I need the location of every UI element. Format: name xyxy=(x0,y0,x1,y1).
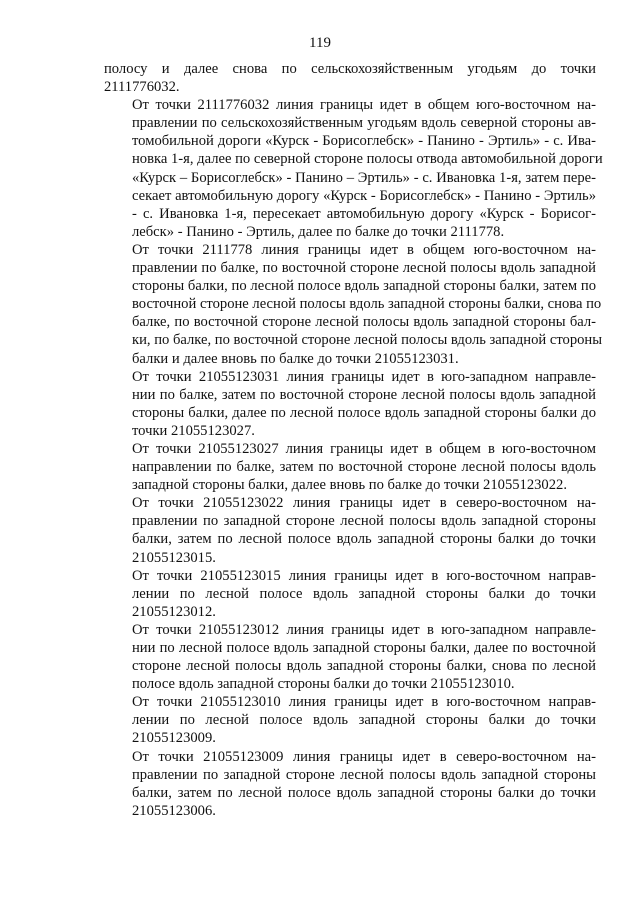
text-line: направлении по балке, затем по восточной стороне лесной полосы вдоль xyxy=(132,459,596,476)
text-line: «Курск – Борисоглебск» - Панино – Эртиль» - с. Ивановка 1-я, затем пере- xyxy=(132,169,596,186)
page-number: 119 xyxy=(309,35,331,51)
text-line: От точки 21055123012 линия границы идет в юго-западном направле- xyxy=(132,621,596,638)
text-line: стороны балки, по лесной полосе вдоль западной стороны балки, затем по xyxy=(132,278,596,295)
paragraph xyxy=(104,748,596,820)
text-line: правлении по западной стороне лесной полосы вдоль западной стороны xyxy=(132,766,596,783)
text-line: полосу и далее снова по сельскохозяйственным угодьям до точки xyxy=(104,61,596,77)
text-line: лении по лесной полосе вдоль западной стороны балки до точки xyxy=(132,712,596,729)
text-line: От точки 21055123027 линия границы идет в общем в юго-восточном xyxy=(132,440,596,457)
text-line: правлении по западной стороне лесной полосы вдоль западной стороны xyxy=(132,513,596,530)
text-line: От точки 2111778 линия границы идет в общем юго-восточном на- xyxy=(132,241,596,258)
paragraph xyxy=(104,494,596,566)
paragraph xyxy=(104,241,603,368)
paragraph xyxy=(104,96,603,241)
text-line: стороне лесной полосы вдоль западной стороны балки, снова по лесной xyxy=(132,658,596,675)
text-line: 2111776032. xyxy=(104,79,180,96)
text-line: 21055123012. xyxy=(132,603,216,620)
text-line: новка 1-я, далее по северной стороне полосы отвода автомобильной дороги xyxy=(132,151,603,168)
paragraph xyxy=(104,440,596,494)
text-line: - с. Ивановка 1-я, пересекает автомобильную дорогу «Курск - Борисог- xyxy=(132,205,596,222)
text-line: От точки 2111776032 линия границы идет в общем юго-восточном на- xyxy=(132,97,596,114)
text-line: точки 21055123027. xyxy=(132,422,255,439)
text-line: лебск» - Панино - Эртиль, далее по балке до точки 2111778. xyxy=(132,223,505,240)
text-line: правлении по сельскохозяйственным угодьям вдоль северной стороны ав- xyxy=(132,115,596,132)
text-line: ки, по балке, по восточной стороне лесной полосы вдоль западной стороны xyxy=(132,332,603,349)
paragraph xyxy=(104,693,596,747)
text-line: 21055123006. xyxy=(132,802,216,819)
text-line: западной стороны балки, далее вновь по балке до точки 21055123022. xyxy=(132,477,567,494)
text-line: От точки 21055123010 линия границы идет в юго-восточном направ- xyxy=(132,694,596,711)
text-line: балки, затем по лесной полосе вдоль западной стороны балки до точки xyxy=(132,531,596,548)
text-line: 21055123015. xyxy=(132,549,216,566)
paragraph xyxy=(104,621,596,693)
text-line: балки и далее вновь по балке до точки 21055123031. xyxy=(132,350,459,367)
text-line: 21055123009. xyxy=(132,730,216,747)
text-line: нии по лесной полосе вдоль западной стороны балки, далее по восточной xyxy=(132,640,596,656)
text-line: От точки 21055123031 линия границы идет в юго-западном направле- xyxy=(132,368,596,385)
text-line: томобильной дороги «Курск - Борисоглебск» - Панино - Эртиль» - с. Ива- xyxy=(132,133,596,150)
paragraph xyxy=(104,567,596,621)
text-line: полосе вдоль западной стороны балки до точки 21055123010. xyxy=(132,676,515,693)
text-line: От точки 21055123022 линия границы идет в северо-восточном на- xyxy=(132,495,596,512)
text-line: лении по лесной полосе вдоль западной стороны балки до точки xyxy=(132,585,596,602)
text-line: балке, по восточной стороне лесной полосы вдоль западной стороны бал- xyxy=(132,314,596,331)
text-line: правлении по балке, по восточной стороне лесной полосы вдоль западной xyxy=(132,260,596,277)
text-line: стороны балки, далее по лесной полосе вдоль западной стороны балки до xyxy=(132,404,596,421)
text-line: секает автомобильную дорогу «Курск - Борисоглебск» - Панино - Эртиль» xyxy=(132,187,596,204)
text-line: От точки 21055123015 линия границы идет в юго-восточном направ- xyxy=(132,567,596,584)
text-line: От точки 21055123009 линия границы идет в северо-восточном на- xyxy=(132,748,596,765)
paragraph xyxy=(104,368,596,440)
text-line: балки, затем по лесной полосе вдоль западной стороны балки до точки xyxy=(132,784,596,801)
paragraph xyxy=(104,60,596,96)
text-line: нии по балке, затем по восточной стороне лесной полосы вдоль западной xyxy=(132,386,596,403)
document-body xyxy=(104,60,603,820)
text-line: восточной стороне лесной полосы вдоль западной стороны балки, снова по xyxy=(132,296,602,313)
